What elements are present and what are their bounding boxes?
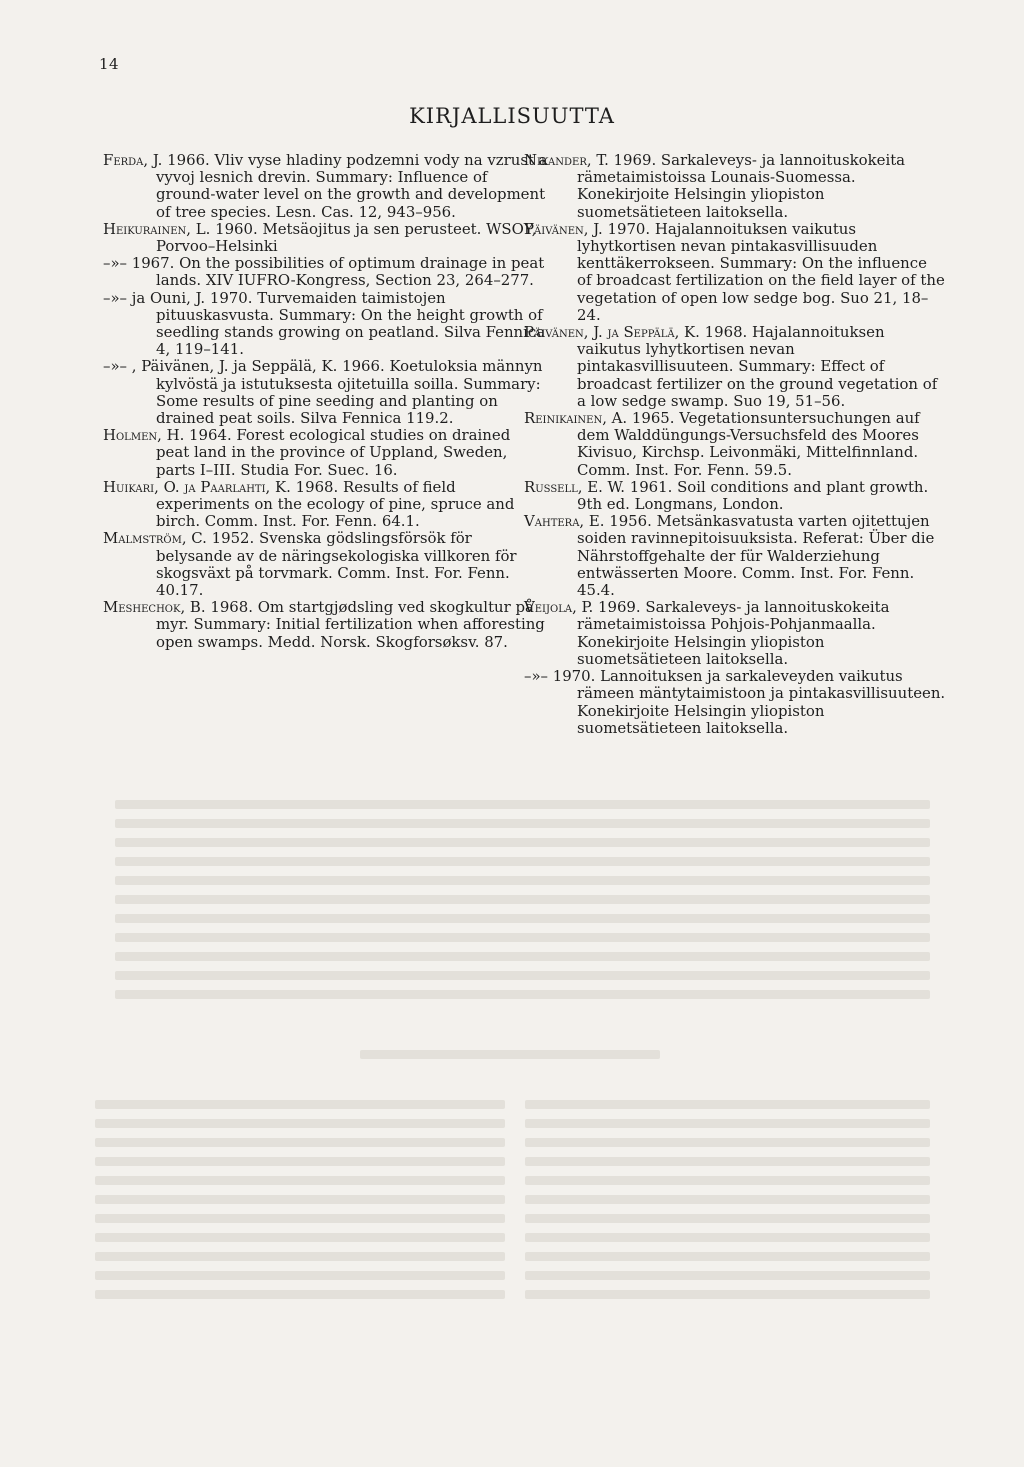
reference-entry	[524, 324, 946, 410]
show-through-line	[520, 876, 930, 885]
reference-entry	[103, 358, 548, 427]
show-through-line	[525, 1195, 930, 1204]
reference-text: 1968. Om startgjødsling ved skogkultur på myr. Summary: Initial fertilization when afforesting open swamps. Medd. Norsk. Skogforsøksv. 87.	[156, 598, 545, 651]
show-through-line	[525, 1138, 930, 1147]
reference-text: 1969. Sarkaleveys- ja lannoituskokeita rämetaimistoissa Lounais-Suomessa. Konekirjoite Helsingin yliopiston suometsätieteen laitoksella.	[577, 151, 906, 221]
reference-text: 1964. Forest ecological studies on drained peat land in the province of Uppland, Sweden, parts I–III. Studia For. Suec. 16.	[156, 426, 511, 479]
show-through-line	[115, 990, 525, 999]
show-through-line	[520, 971, 930, 980]
reference-text: 1968. Results of field experiments on the ecology of pine, spruce and birch. Comm. Inst. For. Fenn. 64.1.	[156, 477, 515, 531]
reference-entry	[524, 479, 946, 513]
reference-entry	[103, 290, 548, 359]
show-through-line	[115, 857, 525, 866]
show-through-line	[115, 838, 525, 847]
show-through-line	[360, 1050, 660, 1059]
reference-author: Malmström, C.	[103, 529, 207, 548]
show-through-line	[115, 819, 525, 828]
show-through-line	[525, 1290, 930, 1299]
reference-entry	[524, 221, 946, 324]
reference-entry	[103, 479, 548, 531]
reference-author: Russell, E. W.	[524, 477, 625, 496]
show-through-line	[95, 1214, 505, 1223]
reference-entry	[103, 255, 548, 289]
show-through-line	[520, 857, 930, 866]
show-through-line	[525, 1233, 930, 1242]
reference-author: Veijola, P.	[524, 598, 594, 617]
reference-text: 1970. Hajalannoituksen vaikutus lyhytkortisen nevan pintakasvillisuuden kenttäkerrokseen. Summary: On the influence of broadcast fertilization on the field layer of the vegetation of open low sedge bog. Suo 21, 18–24.	[577, 219, 945, 324]
reference-author: Päivänen, J.	[524, 219, 603, 238]
reference-author: Nikander, T.	[524, 151, 609, 169]
show-through-line	[525, 1271, 930, 1280]
reference-author: Huikari, O. ja Paarlahti, K.	[103, 477, 291, 496]
show-through-line	[95, 1271, 505, 1280]
show-through-line	[95, 1100, 505, 1109]
show-through-line	[520, 838, 930, 847]
reference-author: Vahtera, E.	[524, 512, 605, 531]
show-through-line	[115, 895, 525, 904]
show-through-line	[525, 1119, 930, 1128]
show-through-line	[525, 1176, 930, 1185]
reference-text: 1960. Metsäojitus ja sen perusteet. WSOY, Porvoo–Helsinki	[156, 219, 537, 256]
reference-entry	[103, 221, 548, 255]
show-through-line	[525, 1157, 930, 1166]
show-through-line	[95, 1290, 505, 1299]
reference-text: –»– ja Ouni, J. 1970. Turvemaiden taimistojen pituuskasvusta. Summary: On the height growth of seedling stands growing on peatland. Silva Fennica 4, 119–141.	[103, 288, 546, 359]
reference-entry	[524, 410, 946, 479]
reference-text: 1966. Vliv vyse hladiny podzemni vody na vzrust a vyvoj lesnich drevin. Summary: Influence of ground-water level on the growth and development of tree species. Lesn. Cas. 12, 943–956.	[156, 151, 548, 221]
show-through-line	[95, 1233, 505, 1242]
show-through-line	[520, 990, 930, 999]
show-through-line	[525, 1100, 930, 1109]
reference-text: 1961. Soil conditions and plant growth. 9th ed. Longmans, London.	[577, 477, 929, 514]
show-through-line	[525, 1252, 930, 1261]
reference-entry	[524, 152, 946, 221]
show-through-line	[115, 800, 525, 809]
reference-entry	[103, 427, 548, 479]
reference-text: –»– 1970. Lannoituksen ja sarkaleveyden vaikutus rämeen mäntytaimistoon ja pintakasvillisuuteen. Konekirjoite Helsingin yliopiston suometsätieteen laitoksella.	[524, 667, 946, 737]
show-through-line	[95, 1157, 505, 1166]
show-through-line	[525, 1214, 930, 1223]
show-through-line	[95, 1138, 505, 1147]
references-right-column	[524, 152, 946, 737]
reference-author: Päivänen, J. ja Seppälä, K.	[524, 323, 700, 342]
reference-text: 1952. Svenska gödslingsförsök för belysande av de näringsekologiska villkoren för skogsväxt på torvmark. Comm. Inst. For. Fenn. 40.17.	[156, 529, 517, 600]
reference-entry	[524, 668, 946, 737]
reference-text: –»– , Päivänen, J. ja Seppälä, K. 1966. Koetuloksia männyn kylvöstä ja istutuksesta ojitetuilla soilla. Summary: Some results of pine seeding and planting on drained peat soils. Silva Fennica 119.2.	[103, 357, 543, 428]
reference-text: 1956. Metsänkasvatusta varten ojitettujen soiden ravinnepitoisuuksista. Referat: Über die Nährstoffgehalte der für Walderziehung entwässerten Moore. Comm. Inst. For. Fenn. 45.4.	[577, 512, 935, 600]
show-through-line	[520, 933, 930, 942]
reference-author: Meshechok, B.	[103, 598, 206, 617]
reference-author: Holmen, H.	[103, 426, 185, 445]
show-through-line	[95, 1119, 505, 1128]
reference-entry	[103, 530, 548, 599]
show-through-line	[520, 914, 930, 923]
reference-text: 1965. Vegetationsuntersuchungen auf dem Walddüngungs-Versuchsfeld des Moores Kivisuo, Kirchsp. Leivonmäki, Mittelfinnland. Comm. Inst. For. Fenn. 59.5.	[577, 409, 920, 479]
reference-entry	[103, 599, 548, 651]
reference-entry	[524, 599, 946, 668]
show-through-line	[95, 1195, 505, 1204]
reference-author: Heikurainen, L.	[103, 219, 211, 238]
show-through-line	[115, 914, 525, 923]
reference-author: Ferda, J.	[103, 151, 163, 169]
show-through-line	[520, 819, 930, 828]
reference-author: Reinikainen, A.	[524, 409, 628, 428]
show-through-line	[520, 895, 930, 904]
show-through-line	[115, 971, 525, 980]
show-through-line	[520, 952, 930, 961]
reference-entry	[103, 152, 548, 221]
page-number: 14	[99, 55, 120, 73]
show-through-line	[95, 1176, 505, 1185]
page-title: KIRJALLISUUTTA	[409, 104, 615, 128]
reference-text: 1969. Sarkaleveys- ja lannoituskokeita rämetaimistoissa Pohjois-Pohjanmaalla. Konekirjoite Helsingin yliopiston suometsätieteen laitoksella.	[577, 598, 890, 668]
reference-text: –»– 1967. On the possibilities of optimum drainage in peat lands. XIV IUFRO-Kongress, Section 23, 264–277.	[103, 254, 545, 290]
show-through-line	[115, 952, 525, 961]
reference-entry	[524, 513, 946, 599]
show-through-line	[95, 1252, 505, 1261]
show-through-line	[520, 800, 930, 809]
show-through-line	[115, 933, 525, 942]
references-left-column	[103, 152, 548, 651]
show-through-line	[115, 876, 525, 885]
reference-text: 1968. Hajalannoituksen vaikutus lyhytkortisen nevan pintakasvillisuuteen. Summary: Effect of broadcast fertilizer on the ground vegetation of a low sedge swamp. Suo 19, 51–56.	[577, 323, 938, 410]
